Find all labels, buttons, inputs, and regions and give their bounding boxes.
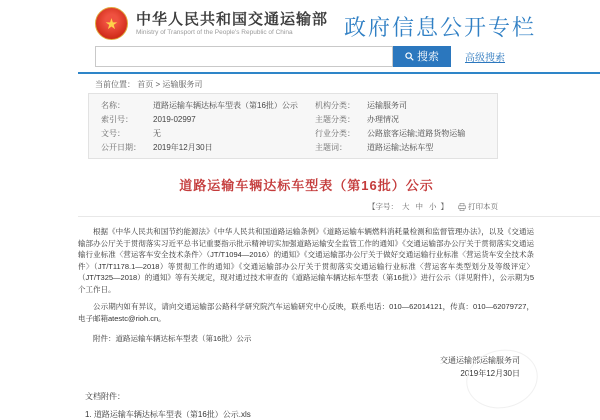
attachment-file-link[interactable]: [85, 409, 251, 420]
document-meta-table: [88, 93, 498, 159]
ministry-logo-link[interactable]: [95, 7, 328, 40]
meta-value: 运输服务司: [367, 100, 407, 110]
meta-value: 道路运输车辆达标车型表（第16批）公示: [153, 100, 298, 110]
meta-value: 道路运输;达标车型: [367, 142, 434, 152]
article-tools: [78, 201, 600, 217]
breadcrumb-home-link[interactable]: 首页: [137, 80, 154, 89]
font-size-small-button[interactable]: 小: [429, 202, 437, 211]
meta-label: 公开日期：: [101, 142, 141, 152]
page-header: [0, 0, 600, 40]
search-icon: [405, 52, 414, 61]
print-page-button[interactable]: [458, 201, 498, 212]
ministry-name-block: [136, 11, 328, 37]
meta-label: 机构分类：: [315, 100, 355, 110]
meta-label: 主题分类：: [315, 114, 355, 124]
attachment-file-name: 道路运输车辆达标车型表（第16批）公示.xls: [93, 409, 251, 419]
header-divider: [78, 72, 600, 74]
attachments-heading: 文档附件：: [85, 391, 125, 401]
ministry-name-cn: 中华人民共和国交通运输部: [136, 10, 329, 28]
table-row: [89, 140, 497, 154]
breadcrumb-current-link[interactable]: 运输服务司: [162, 80, 203, 89]
font-size-medium-button[interactable]: 中: [415, 202, 423, 211]
meta-value: 办理情况: [367, 114, 399, 124]
search-button-label: 搜索: [417, 51, 439, 63]
meta-value: 公路旅客运输;道路货物运输: [367, 128, 466, 138]
signature-date: 2019年12月30日: [460, 368, 520, 378]
article-paragraph: 根据《中华人民共和国节约能源法》《中华人民共和国道路运输条例》《道路运输车辆燃料消耗量检测和监督管理办法》，以及《交通运输部办公厅关于贯彻落实习近平总书记重要指示批示精神切实加强道路运输安全监管工作的通知》《交通运输部办公厅关于贯彻落实交通运输行业标准〈营运客车安全技术条件〉（JT/T1094—2016）的通知》《交通运输部办公厅关于做好交通运输行业标准〈营运货车安全技术条件〉（JT/T1178.1—2018）等贯彻工作的通知》《交通运输部办公厅关于贯彻落实交通运输行业标准〈营运客车类型划分及等级评定〉（JT/T325—2018）的通知》等有关规定，现对通过技术审查的《道路运输车辆达标车型表（第16批）》进行公示（详见附件），公示期为5个工作日。: [78, 227, 534, 294]
printer-icon: [458, 203, 466, 211]
meta-value: 2019-02997: [153, 114, 196, 124]
advanced-search-link[interactable]: 高级搜索: [465, 52, 505, 64]
breadcrumb-separator: >: [155, 80, 161, 89]
table-row: [89, 98, 497, 112]
signature-block: [0, 354, 520, 380]
breadcrumb-label: 当前位置：: [95, 80, 135, 89]
emblem-star-glyph: ★: [104, 15, 119, 33]
search-input[interactable]: [95, 46, 393, 67]
search-button[interactable]: [393, 46, 451, 67]
china-national-emblem-icon: [95, 7, 128, 40]
breadcrumb: [95, 79, 600, 89]
font-size-bracket: 】: [440, 202, 448, 211]
ministry-name-en: Ministry of Transport of the People's Republic of China: [136, 28, 293, 36]
font-size-large-button[interactable]: 大: [402, 202, 410, 211]
signer-name: 交通运输部运输服务司: [440, 355, 520, 365]
column-title: 政府信息公开专栏: [344, 15, 537, 40]
page-title: 道路运输车辆达标车型表（第16批）公示: [179, 178, 434, 193]
meta-label: 行业分类：: [315, 128, 355, 138]
meta-label: 索引号：: [101, 114, 133, 124]
attachment-reference-line: 附件：道路运输车辆达标车型表（第16批）公示: [93, 334, 252, 343]
print-page-label: 打印本页: [468, 202, 498, 211]
attachment-index: 1.: [85, 409, 92, 419]
meta-value: 无: [153, 128, 161, 138]
meta-value: 2019年12月30日: [153, 142, 213, 152]
meta-label: 名称：: [101, 100, 125, 110]
meta-label: 文号：: [101, 128, 125, 138]
font-size-label: 【字号：: [368, 202, 398, 211]
table-row: [89, 112, 497, 126]
search-bar: [95, 45, 600, 67]
table-row: [89, 126, 497, 140]
meta-label: 主题词：: [315, 142, 347, 152]
article-body: [78, 226, 534, 345]
article-paragraph: 公示期内如有异议，请向交通运输部公路科学研究院汽车运输研究中心反映，联系电话：010—62014121，传真：010—62079727，电子邮箱atestc@rioh.cn。: [78, 302, 534, 323]
